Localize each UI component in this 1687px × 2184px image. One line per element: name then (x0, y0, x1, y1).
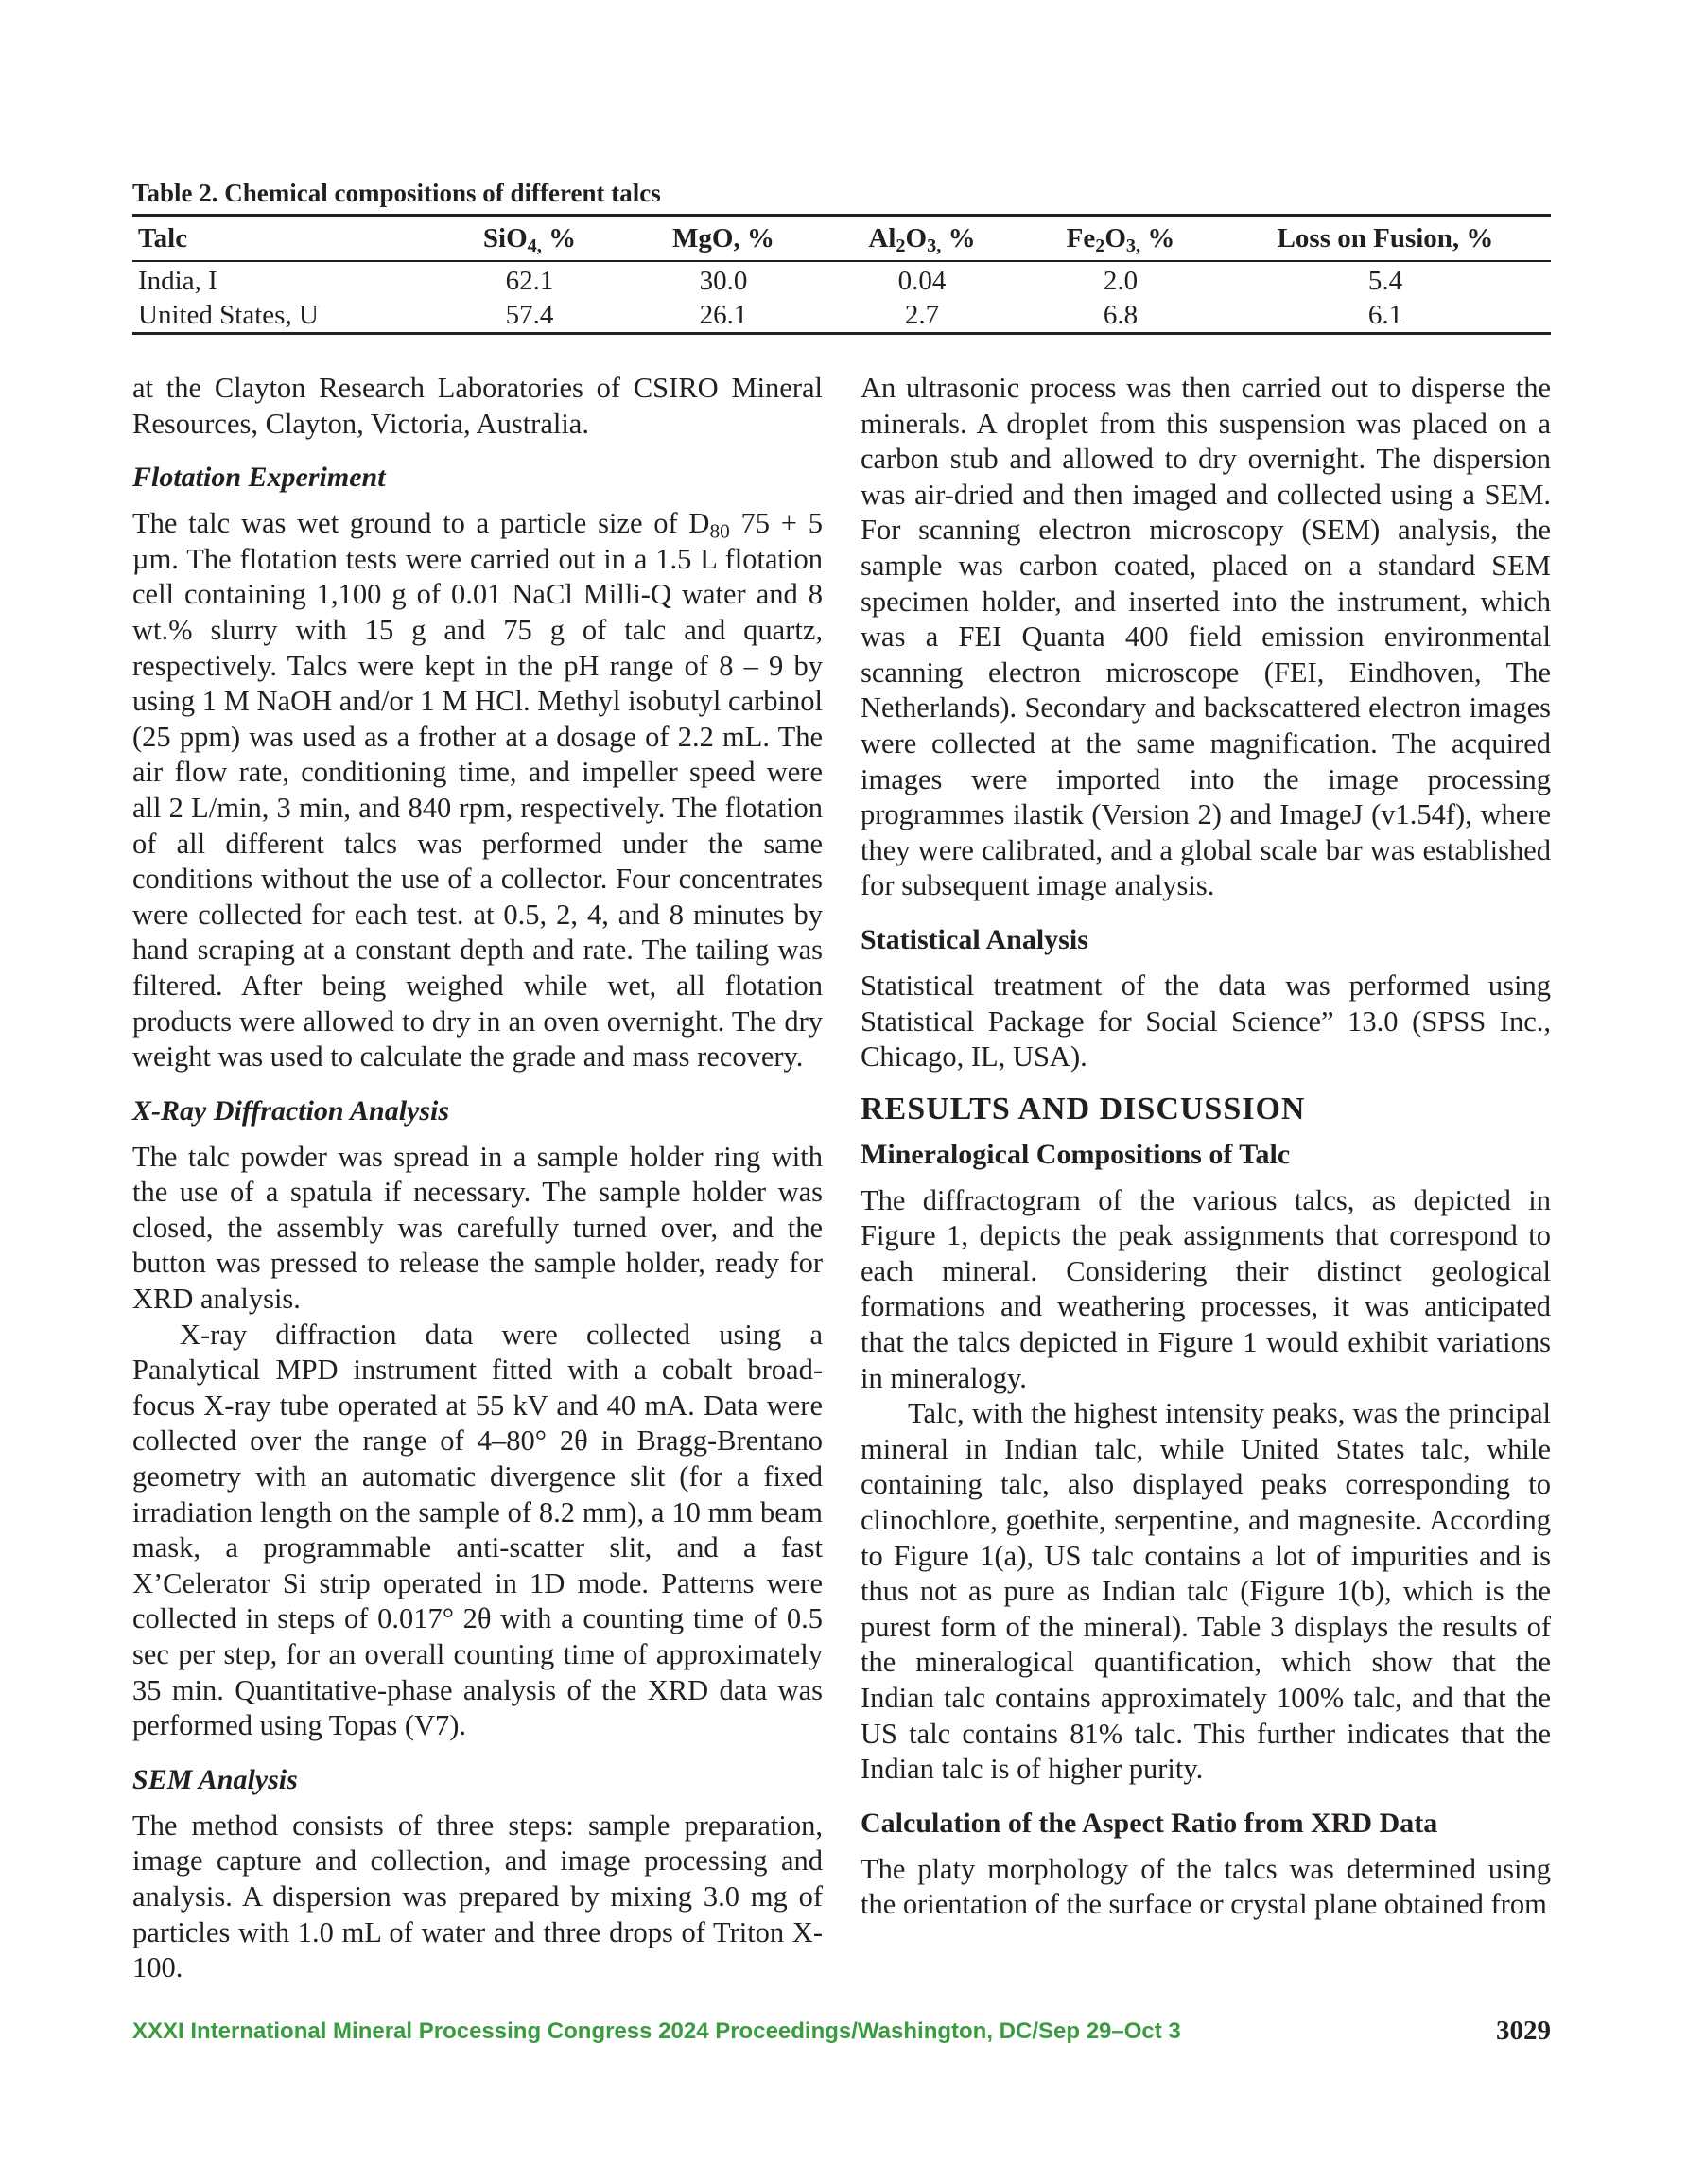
cell-mgo: 26.1 (699, 300, 748, 330)
footer-conference-text: XXXI International Mineral Processing Congress 2024 Proceedings/Washington, DC/Sep 29–Oct 3 (132, 2018, 1181, 2044)
header-talc: Talc (138, 222, 188, 253)
paragraph: The platy morphology of the talcs was determined using the orientation of the surface or crystal plane obtained from (861, 1852, 1551, 1921)
paragraph: The talc was wet ground to a particle size of $D_{80}$ 75 + 5 µm. The flotation tests were carried out in a 1.5 L flotation cell containing 1,100 g of 0.01 NaCl Milli-Q water and 8 wt.% slurry with 15 g and 75 g of talc and quartz, respectively. Talcs were kept in the pH range of 8 – 9 by using 1 M NaOH and/or 1 M HCl. Methyl isobutyl carbinol (25 ppm) was used as a frother at a dosage of 2.2 mL. The air flow rate, conditioning time, and impeller speed were all 2 L/min, 3 min, and 840 rpm, respectively. The flotation of all different talcs was performed under the same conditions without the use of a collector. Four concentrates were collected for each test. at 0.5, 2, 4, and 8 minutes by hand scraping at a constant depth and rate. The tailing was filtered. After being weighed while wet, all flotation products were allowed to dry in an oven overnight. The dry weight was used to calculate the grade and mass recovery. (132, 507, 824, 1074)
cell-loss: 6.1 (1367, 300, 1403, 330)
header-al2o3: $Al_2O_{3,}$ % (868, 222, 976, 256)
paragraph: X-ray diffraction data were collected using a Panalytical MPD instrument fitted with a cobalt broad-focus X-ray tube operated at 55 kV and 40 mA. Data were collected over the range of 4–80° 2θ in Bragg-Brentano geometry with an automatic divergence slit (for a fixed irradiation length on the sample of 8.2 mm), a 10 mm beam mask, a programmable anti-scatter slit, and a fast X’Celerator Si strip operated in 1D mode. Patterns were collected in steps of 0.017° 2θ with a counting time of 0.5 sec per step, for an overall counting time of approximately 35 min. Quantitative-phase analysis of the XRD data was performed using Topas (V7). (132, 1318, 823, 1742)
cell-al2o3: 2.7 (904, 300, 940, 330)
cell-talc: United States, U (138, 300, 319, 330)
paragraph: The diffractogram of the various talcs, as depicted in Figure 1, depicts the peak assignments that correspond to each mineral. Considering their distinct geological formations and weathering processes, it was anticipated that the talcs depicted in Figure 1 would exhibit variations in mineralogy. (861, 1183, 1551, 1394)
cell-al2o3: 0.04 (897, 266, 947, 296)
heading-results-and-discussion: RESULTS AND DISCUSSION (861, 1091, 1306, 1127)
cell-sio4: 62.1 (505, 266, 554, 296)
header-mgo: MgO, % (672, 222, 774, 253)
table-row (132, 261, 1551, 298)
right-column (861, 371, 1551, 1923)
composition-table-block (132, 178, 1551, 335)
header-loss-on-fusion: Loss on Fusion, % (1277, 222, 1494, 253)
paragraph: Statistical treatment of the data was performed using Statistical Package for Social Science” 13.0 (SPSS Inc., Chicago, IL, USA). (861, 969, 1551, 1074)
cell-fe2o3: 2.0 (1103, 266, 1139, 296)
heading-sem-analysis: SEM Analysis (132, 1763, 298, 1795)
table-caption: Table 2. Chemical compositions of different talcs (132, 179, 661, 207)
page-footer (132, 2018, 1551, 2056)
composition-table (132, 214, 1551, 335)
cell-talc: India, I (138, 266, 217, 296)
page-number: 3029 (1496, 2016, 1551, 2046)
heading-mineralogical-compositions: Mineralogical Compositions of Talc (861, 1138, 1291, 1170)
cell-fe2o3: 6.8 (1103, 300, 1139, 330)
paragraph: Talc, with the highest intensity peaks, was the principal mineral in Indian talc, while United States talc, while containing talc, also displayed peaks corresponding to clinochlore, goethite, serpentine, and magnesite. According to Figure 1(a), US talc contains a lot of impurities and is thus not as pure as Indian talc (Figure 1(b), which is the purest form of the mineral). Table 3 displays the results of the mineralogical quantification, which show that the Indian talc contains approximately 100% talc, and that the US talc contains 81% talc. This further indicates that the Indian talc is of higher purity. (861, 1397, 1551, 1786)
table-header-row (132, 216, 1551, 262)
cell-sio4: 57.4 (505, 300, 554, 330)
paragraph: The method consists of three steps: sample preparation, image capture and collection, and image processing and analysis. A dispersion was prepared by mixing 3.0 mg of particles with 1.0 mL of water and three drops of Triton X-100. (132, 1808, 823, 1984)
paragraph: An ultrasonic process was then carried out to disperse the minerals. A droplet from this suspension was placed on a carbon stub and allowed to dry overnight. The dispersion was air-dried and then imaged and collected using a SEM. For scanning electron microscopy (SEM) analysis, the sample was carbon coated, placed on a standard SEM specimen holder, and inserted into the instrument, which was a FEI Quanta 400 field emission environmental scanning electron microscope (FEI, Eindhoven, The Netherlands). Secondary and backscattered electron images were collected at the same magnification. The acquired images were imported into the image processing programmes ilastik (Version 2) and ImageJ (v1.54f), where they were calibrated, and a global scale bar was established for subsequent image analysis. (861, 372, 1551, 902)
heading-xrd-analysis: X-Ray Diffraction Analysis (132, 1094, 450, 1127)
left-column (132, 371, 823, 1986)
cell-mgo: 30.0 (699, 266, 748, 296)
paragraph: The talc powder was spread in a sample holder ring with the use of a spatula if necessary. The sample holder was closed, the assembly was carefully turned over, and the button was pressed to release the sample holder, ready for XRD analysis. (132, 1140, 823, 1316)
paragraph: at the Clayton Research Laboratories of CSIRO Mineral Resources, Clayton, Victoria, Australia. (132, 372, 823, 440)
header-sio4: SiO$_{4,}$ % (482, 222, 577, 256)
table-row (132, 298, 1551, 334)
heading-aspect-ratio: Calculation of the Aspect Ratio from XRD Data (861, 1807, 1438, 1839)
cell-loss: 5.4 (1367, 266, 1403, 296)
heading-statistical-analysis: Statistical Analysis (861, 923, 1088, 955)
heading-flotation-experiment: Flotation Experiment (132, 462, 386, 494)
header-fe2o3: $Fe_2O_{3,}$ % (1066, 222, 1175, 256)
